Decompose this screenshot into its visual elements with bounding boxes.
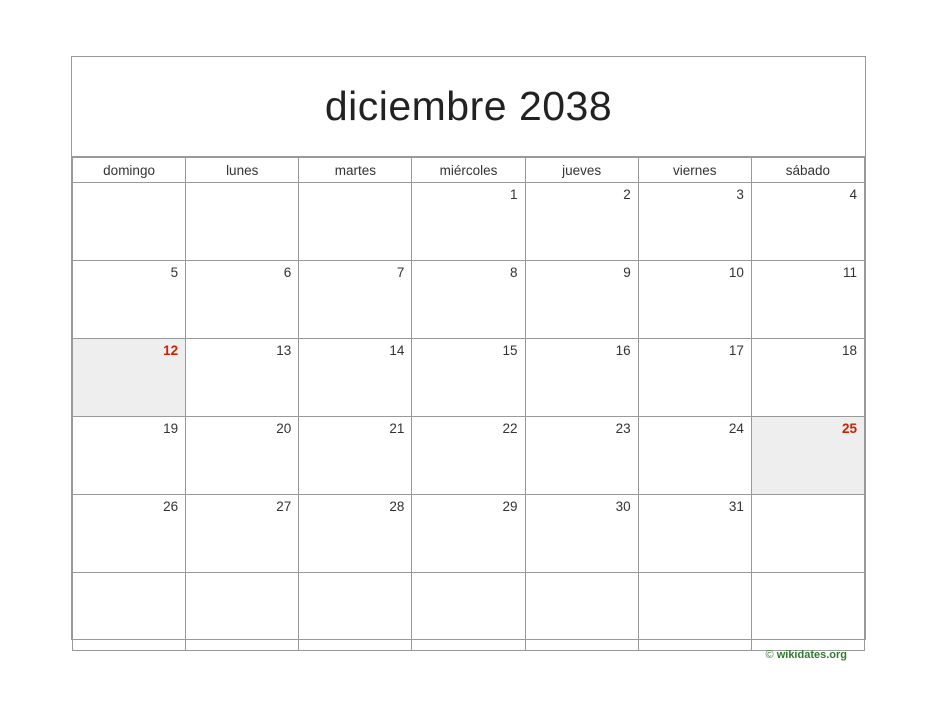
day-number: 30 <box>615 499 631 514</box>
day-number: 12 <box>163 343 179 358</box>
calendar-body <box>73 183 865 651</box>
calendar-day-cell[interactable] <box>525 261 638 339</box>
day-number: 16 <box>615 343 631 358</box>
calendar-day-cell[interactable] <box>638 417 751 495</box>
day-number: 24 <box>728 421 744 436</box>
calendar-week-row <box>73 261 865 339</box>
day-number: 15 <box>502 343 518 358</box>
day-number: 28 <box>389 499 405 514</box>
day-number: 18 <box>841 343 857 358</box>
calendar-page <box>71 56 866 661</box>
weekday-header-row <box>73 158 865 183</box>
day-number: 11 <box>842 265 857 280</box>
calendar-empty-cell <box>751 573 864 651</box>
calendar-day-cell[interactable] <box>412 183 525 261</box>
day-number: 6 <box>283 265 292 280</box>
calendar-day-cell[interactable] <box>299 339 412 417</box>
weekday-header-monday: lunes <box>186 158 299 183</box>
weekday-header-saturday: sábado <box>751 158 864 183</box>
day-number: 8 <box>510 265 518 280</box>
day-number: 19 <box>163 421 179 436</box>
calendar-day-cell[interactable] <box>638 261 751 339</box>
calendar-day-cell[interactable] <box>412 339 525 417</box>
calendar-empty-cell <box>751 495 864 573</box>
day-number: 5 <box>170 265 179 280</box>
copyright-symbol: © <box>765 649 774 661</box>
calendar-day-cell[interactable] <box>412 261 525 339</box>
site-credit <box>766 649 847 661</box>
calendar-empty-cell <box>73 573 186 651</box>
calendar-day-cell[interactable] <box>525 183 638 261</box>
day-number: 31 <box>728 499 744 514</box>
day-number: 23 <box>615 421 631 436</box>
calendar-empty-cell <box>186 183 299 261</box>
calendar-title-bar <box>72 57 865 157</box>
calendar-empty-cell <box>299 573 412 651</box>
page-title: diciembre 2038 <box>324 83 613 129</box>
calendar-day-cell[interactable] <box>638 183 751 261</box>
weekday-header-friday: viernes <box>638 158 751 183</box>
day-number: 26 <box>163 499 179 514</box>
day-number: 20 <box>276 421 292 436</box>
calendar-day-cell[interactable] <box>73 417 186 495</box>
calendar-week-row <box>73 495 865 573</box>
calendar-week-row <box>73 339 865 417</box>
weekday-header-wednesday: miércoles <box>412 158 525 183</box>
day-number: 13 <box>276 343 292 358</box>
day-number: 14 <box>389 343 405 358</box>
day-number: 27 <box>276 499 292 514</box>
calendar-day-cell[interactable] <box>412 417 525 495</box>
day-number: 2 <box>623 187 631 202</box>
calendar-day-cell[interactable] <box>751 339 864 417</box>
day-number: 10 <box>728 265 744 280</box>
day-number: 22 <box>502 421 518 436</box>
day-number: 3 <box>736 187 744 202</box>
day-number: 17 <box>728 343 744 358</box>
calendar-day-cell[interactable] <box>525 495 638 573</box>
day-number: 21 <box>389 421 405 436</box>
calendar-week-row <box>73 417 865 495</box>
calendar-empty-cell <box>525 573 638 651</box>
calendar-day-cell[interactable] <box>638 495 751 573</box>
calendar-day-cell[interactable] <box>73 339 186 417</box>
day-number: 7 <box>396 265 405 280</box>
day-number: 25 <box>841 421 857 436</box>
calendar-day-cell[interactable] <box>751 417 864 495</box>
calendar-day-cell[interactable] <box>299 495 412 573</box>
calendar-day-cell[interactable] <box>412 495 525 573</box>
calendar-day-cell[interactable] <box>186 261 299 339</box>
calendar-empty-cell <box>638 573 751 651</box>
weekday-header-sunday: domingo <box>73 158 186 183</box>
calendar-day-cell[interactable] <box>751 261 864 339</box>
calendar-day-cell[interactable] <box>73 261 186 339</box>
calendar-day-cell[interactable] <box>525 417 638 495</box>
calendar-day-cell[interactable] <box>186 339 299 417</box>
calendar-day-cell[interactable] <box>751 183 864 261</box>
day-number: 9 <box>623 265 631 280</box>
calendar-day-cell[interactable] <box>299 417 412 495</box>
calendar-week-row <box>73 183 865 261</box>
weekday-header-thursday: jueves <box>525 158 638 183</box>
calendar-day-cell[interactable] <box>186 495 299 573</box>
calendar-day-cell[interactable] <box>73 495 186 573</box>
calendar-empty-cell <box>412 573 525 651</box>
credit-site-name: wikidates.org <box>776 649 847 661</box>
weekday-header-tuesday: martes <box>299 158 412 183</box>
calendar-grid <box>72 157 865 651</box>
calendar-empty-cell <box>186 573 299 651</box>
day-number: 29 <box>502 499 518 514</box>
day-number: 4 <box>849 187 857 202</box>
calendar-day-cell[interactable] <box>525 339 638 417</box>
calendar-empty-cell <box>73 183 186 261</box>
calendar-week-row <box>73 573 865 651</box>
calendar-day-cell[interactable] <box>638 339 751 417</box>
calendar-empty-cell <box>299 183 412 261</box>
day-number: 1 <box>510 187 518 202</box>
calendar-day-cell[interactable] <box>186 417 299 495</box>
calendar-day-cell[interactable] <box>299 261 412 339</box>
